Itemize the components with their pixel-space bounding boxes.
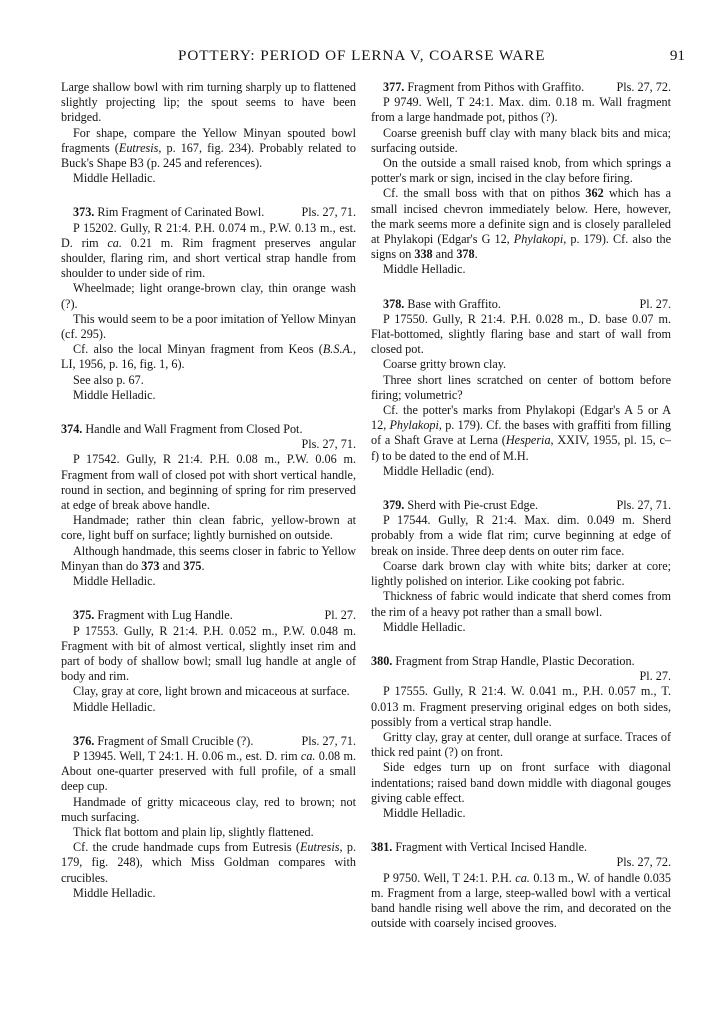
paragraph: Coarse dark brown clay with white bits; darker at core; lightly polished on interior. Like cooking pot fabric.: [371, 558, 671, 589]
paragraph: P 13945. Well, T 24:1. H. 0.06 m., est. D. rim ca. 0.08 m. About one-quarter preserved with full profile, of a small deep cup.: [61, 748, 356, 794]
paragraph: Cf. also the local Minyan fragment from Keos (B.S.A., LI, 1956, p. 16, fig. 1, 6).: [61, 342, 356, 372]
left-column: [61, 80, 356, 901]
entry-title: Handle and Wall Fragment from Closed Pot.: [85, 422, 303, 437]
entry-title: Fragment from Pithos with Graffito.: [407, 80, 585, 94]
entry-title-line: [61, 422, 356, 437]
period-note: Middle Helladic.: [73, 699, 156, 714]
plate-ref: Pls. 27, 71.: [301, 205, 356, 220]
catalog-entry-376: [61, 734, 356, 901]
entry-number: 381.: [371, 840, 393, 855]
catalog-entry-379: [371, 498, 671, 635]
paragraph: Although handmade, this seems closer in fabric to Yellow Minyan than do 373 and 375.: [61, 543, 356, 573]
catalog-entry-375: [61, 608, 356, 714]
entry-title: Sherd with Pie-crust Edge.: [407, 498, 539, 513]
period-note: Middle Helladic.: [73, 885, 156, 900]
period-note: Middle Helladic.: [383, 805, 466, 820]
catalog-entry-378: [371, 297, 671, 479]
continued-entry: [61, 80, 356, 186]
running-head-title: POTTERY: PERIOD OF LERNA V, COARSE WARE: [178, 47, 546, 64]
paragraph: P 9750. Well, T 24:1. P.H. ca. 0.13 m., W. of handle 0.035 m. Fragment from a large, steep-walled bowl with a vertical band handle rising well above the rim, and decorated on the outside with coarsely incised grooves.: [371, 870, 671, 931]
entry-title: Fragment of Small Crucible (?).: [97, 733, 254, 748]
entry-number: 373.: [73, 205, 95, 220]
paragraph: Side edges turn up on front surface with diagonal indentations; raised band down middle with diagonal gouges giving cable effect.: [371, 760, 671, 805]
entry-title-line: [371, 840, 671, 855]
entry-number: 379.: [383, 498, 405, 513]
entry-title-line: [371, 297, 671, 312]
paragraph: Coarse greenish buff clay with many black bits and mica; surfacing outside.: [371, 125, 671, 155]
paragraph: Cf. the small boss with that on pithos 362 which has a small incised chevron immediately below. Here, however, the mark seems more a definite sign and is closely paralleled at Phylakopi (Edgar's G 12, Phylakopi, p. 179). Cf. also the signs on 338 and 378.: [371, 186, 671, 262]
plate-ref: Pls. 27, 72.: [616, 855, 671, 870]
entry-title: Fragment with Vertical Incised Handle.: [395, 840, 588, 855]
paragraph: On the outside a small raised knob, from which springs a potter's mark or sign, incised in the clay before firing.: [371, 156, 671, 186]
catalog-entry-381: [371, 840, 671, 931]
period-note: Middle Helladic.: [73, 574, 156, 589]
entry-title: Base with Graffito.: [407, 296, 501, 311]
right-column: [371, 80, 671, 931]
entry-number: 380.: [371, 653, 393, 668]
paragraph: Large shallow bowl with rim turning sharply up to flattened slightly projecting lip; the spout seems to have been bridged.: [61, 80, 356, 125]
plate-ref: Pl. 27.: [324, 608, 356, 623]
catalog-entry-377: [371, 80, 671, 278]
entry-number: 375.: [73, 608, 95, 623]
catalog-entry-373: [61, 205, 356, 403]
paragraph: Wheelmade; light orange-brown clay, thin orange wash (?).: [61, 281, 356, 311]
entry-title-line: [61, 205, 356, 220]
entry-title-line: [371, 654, 671, 669]
paragraph: Three short lines scratched on center of bottom before firing; volumetric?: [371, 372, 671, 402]
paragraph: P 17550. Gully, R 21:4. P.H. 0.028 m., D. base 0.07 m. Flat-bottomed, slightly flaring base and start of wall from closed pot.: [371, 311, 671, 357]
paragraph: P 9749. Well, T 24:1. Max. dim. 0.18 m. Wall fragment from a large handmade pot, pithos (?).: [371, 95, 671, 125]
plate-ref: Pls. 27, 71.: [616, 498, 671, 513]
paragraph: Cf. the crude handmade cups from Eutresis (Eutresis, p. 179, fig. 248), which Miss Goldman compares with crucibles.: [61, 840, 357, 885]
paragraph: Thickness of fabric would indicate that sherd comes from the rim of a heavy pot rather than a small bowl.: [371, 589, 671, 619]
period-note: Middle Helladic.: [383, 262, 466, 277]
paragraph: P 17542. Gully, R 21:4. P.H. 0.08 m., P.W. 0.06 m. Fragment from wall of closed pot with short vertical handle, round in section, and beginning of spring for rim preserved at edge of break above handle.: [61, 452, 356, 513]
entry-number: 378.: [383, 296, 405, 311]
entry-title: Rim Fragment of Carinated Bowl.: [97, 205, 265, 220]
paragraph: This would seem to be a poor imitation of Yellow Minyan (cf. 295).: [61, 311, 356, 342]
period-note: Middle Helladic.: [73, 387, 156, 402]
paragraph: P 17555. Gully, R 21:4. W. 0.041 m., P.H. 0.057 m., T. 0.013 m. Fragment preserving original edges on both sides, possibly from a vertical strap handle.: [371, 684, 671, 729]
period-note: Middle Helladic (end).: [383, 463, 495, 478]
paragraph: See also p. 67.: [73, 372, 144, 387]
paragraph: Gritty clay, gray at center, dull orange at surface. Traces of thick red paint (?) on front.: [371, 729, 671, 760]
entry-title-line: [61, 734, 356, 749]
catalog-entry-380: [371, 654, 671, 821]
period-note: Middle Helladic.: [73, 171, 156, 186]
paragraph: P 15202. Gully, R 21:4. P.H. 0.074 m., P.W. 0.13 m., est. D. rim ca. 0.21 m. Rim fragment preserves angular shoulder, flaring rim, and short vertical strap handle from shoulder to under side of rim.: [61, 220, 356, 281]
entry-number: 377.: [383, 80, 405, 94]
entry-title-line: [371, 80, 671, 95]
entry-number: 374.: [61, 422, 83, 437]
paragraph: For shape, compare the Yellow Minyan spouted bowl fragments (Eutresis, p. 167, fig. 234). Probably related to Buck's Shape B3 (p. 245 and references).: [61, 125, 356, 171]
entry-title-line: [371, 498, 671, 513]
paragraph: Handmade; rather thin clean fabric, yellow-brown at core, light buff on surface; lightly burnished on outside.: [61, 513, 356, 543]
paragraph: P 17553. Gully, R 21:4. P.H. 0.052 m., P.W. 0.048 m. Fragment with bit of almost vertical, slightly inset rim and part of body of shallow bowl; small lug handle at angle of body and rim.: [61, 623, 356, 684]
paragraph: Coarse gritty brown clay.: [383, 357, 507, 372]
entry-title-line: [61, 608, 356, 623]
paragraph: Clay, gray at core, light brown and micaceous at surface.: [73, 684, 350, 699]
catalog-entry-374: [61, 422, 356, 589]
paragraph: Cf. the potter's marks from Phylakopi (Edgar's A 5 or A 12, Phylakopi, p. 179). Cf. the bases with graffiti from filling of a Shaft Grave at Lerna (Hesperia, XXIV, 1955, pl. 15, c–f) to be dated to the end of M.H.: [371, 403, 671, 463]
plate-ref: Pls. 27, 71.: [301, 733, 356, 748]
entry-title: Fragment with Lug Handle.: [97, 608, 233, 623]
paragraph: P 17544. Gully, R 21:4. Max. dim. 0.049 m. Sherd probably from a wide flat rim; curve beginning at edge of break on inside. Three deep dents on outer rim face.: [371, 513, 671, 558]
entry-title: Fragment from Strap Handle, Plastic Decoration.: [395, 653, 635, 668]
plate-ref: Pl. 27.: [639, 296, 671, 311]
paragraph: Handmade of gritty micaceous clay, red to brown; not much surfacing.: [61, 794, 356, 824]
entry-number: 376.: [73, 733, 95, 748]
plate-ref: Pls. 27, 72.: [616, 80, 671, 94]
page-number: 91: [669, 47, 685, 64]
running-header: [60, 47, 685, 67]
period-note: Middle Helladic.: [383, 619, 466, 634]
plate-ref: Pl. 27.: [639, 669, 671, 684]
plate-ref: Pls. 27, 71.: [301, 437, 356, 452]
paragraph: Thick flat bottom and plain lip, slightly flattened.: [73, 824, 314, 839]
